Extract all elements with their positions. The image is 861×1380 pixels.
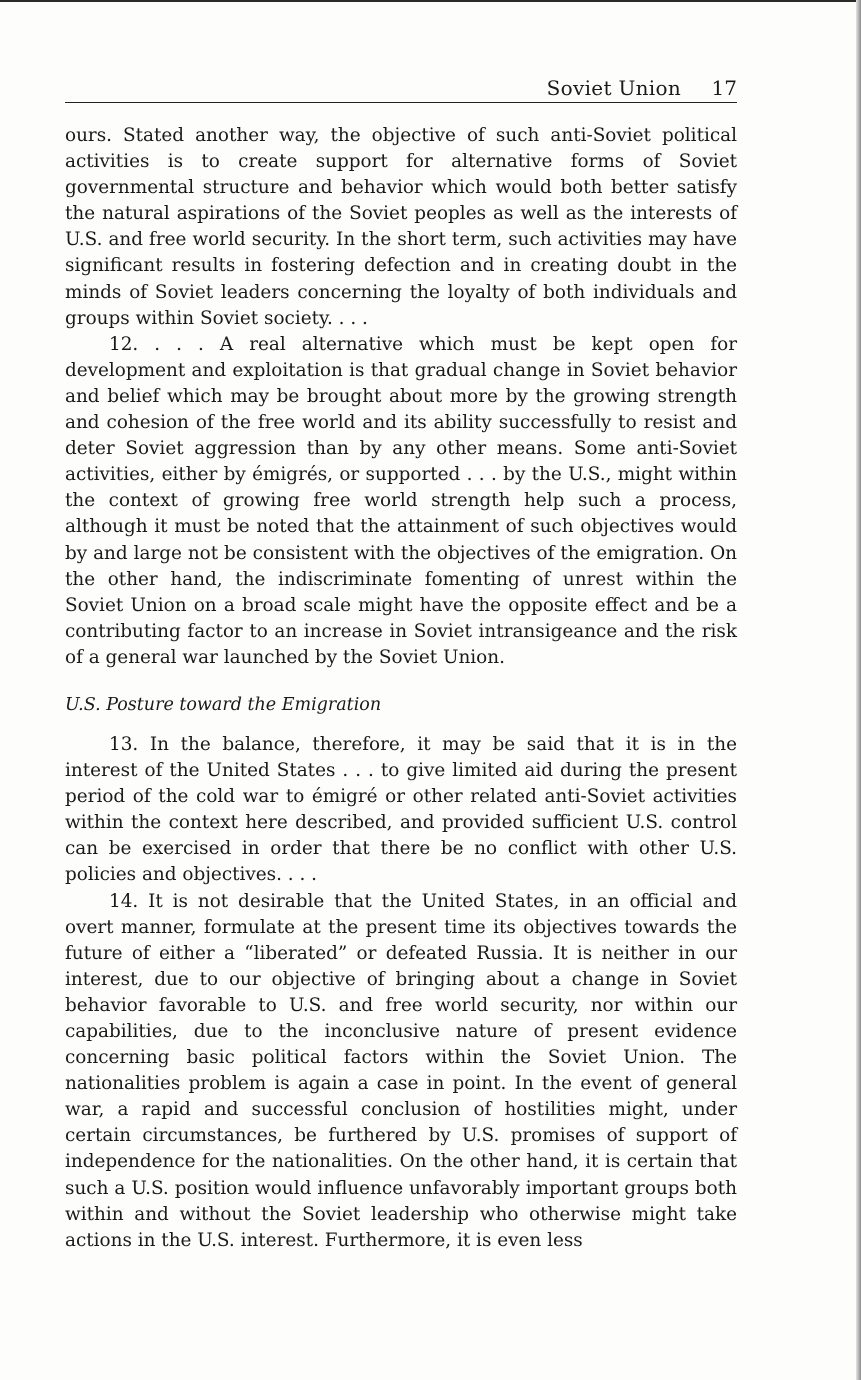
section-heading: U.S. Posture toward the Emigration [65,694,382,715]
page-right-edge [856,0,861,1380]
running-head-title: Soviet Union [546,76,681,100]
running-head [65,76,737,103]
body-text [65,123,737,1254]
paragraph-13: 13. In the balance, therefore, it may be said that it is in the interest of the United States . . . to give limited aid during the present period of the cold war to émigré or other related anti-Soviet activities within the context here described, and provided sufficient U.S. control can be exercised in order that there be no conflict with other U.S. policies and objectives. . . . [65,733,737,886]
page-number: 17 [711,76,737,100]
paragraph-12: 12. . . . A real alternative which must be kept open for development and exploitation is that gradual change in Soviet behavior and belief which may be brought about more by the growing strength and cohesion of the free world and its ability successfully to resist and deter Soviet aggression than by any other means. Some anti-Soviet activities, either by émigrés, or supported . . . by the U.S., might within the context of growing free world strength help such a process, although it must be noted that the attainment of such objectives would by and large not be consistent with the objectives of the emigration. On the other hand, the indiscriminate fomenting of unrest within the Soviet Union on a broad scale might have the opposite effect and be a contributing factor to an increase in Soviet intransigeance and the risk of a general war launched by the Soviet Union. [65,333,737,668]
paragraph-14: 14. It is not desirable that the United States, in an official and overt manner, formulate at the present time its objectives towards the future of either a “liberated” or defeated Russia. It is neither in our interest, due to our objective of bringing about a change in Soviet behavior favorable to U.S. and free world security, nor within our capabilities, due to the inconclusive nature of present evidence concerning basic political factors within the Soviet Union. The nationalities problem is again a case in point. In the event of general war, a rapid and successful conclusion of hostilities might, under certain circumstances, be furthered by U.S. promises of support of independence for the nationalities. On the other hand, it is certain that such a U.S. position would influence unfavorably important groups both within and without the Soviet leadership who otherwise might take actions in the U.S. interest. Furthermore, it is even less [65,890,737,1251]
page-top-edge [0,0,861,2]
paragraph-continued: ours. Stated another way, the objective of such anti-Soviet political activities is to create support for alternative forms of Soviet governmental structure and behavior which would both better satisfy the natural aspirations of the Soviet peoples as well as the interests of U.S. and free world security. In the short term, such activities may have significant results in fostering defection and in creating doubt in the minds of Soviet leaders concerning the loyalty of both individuals and groups within Soviet society. . . . [65,125,737,329]
